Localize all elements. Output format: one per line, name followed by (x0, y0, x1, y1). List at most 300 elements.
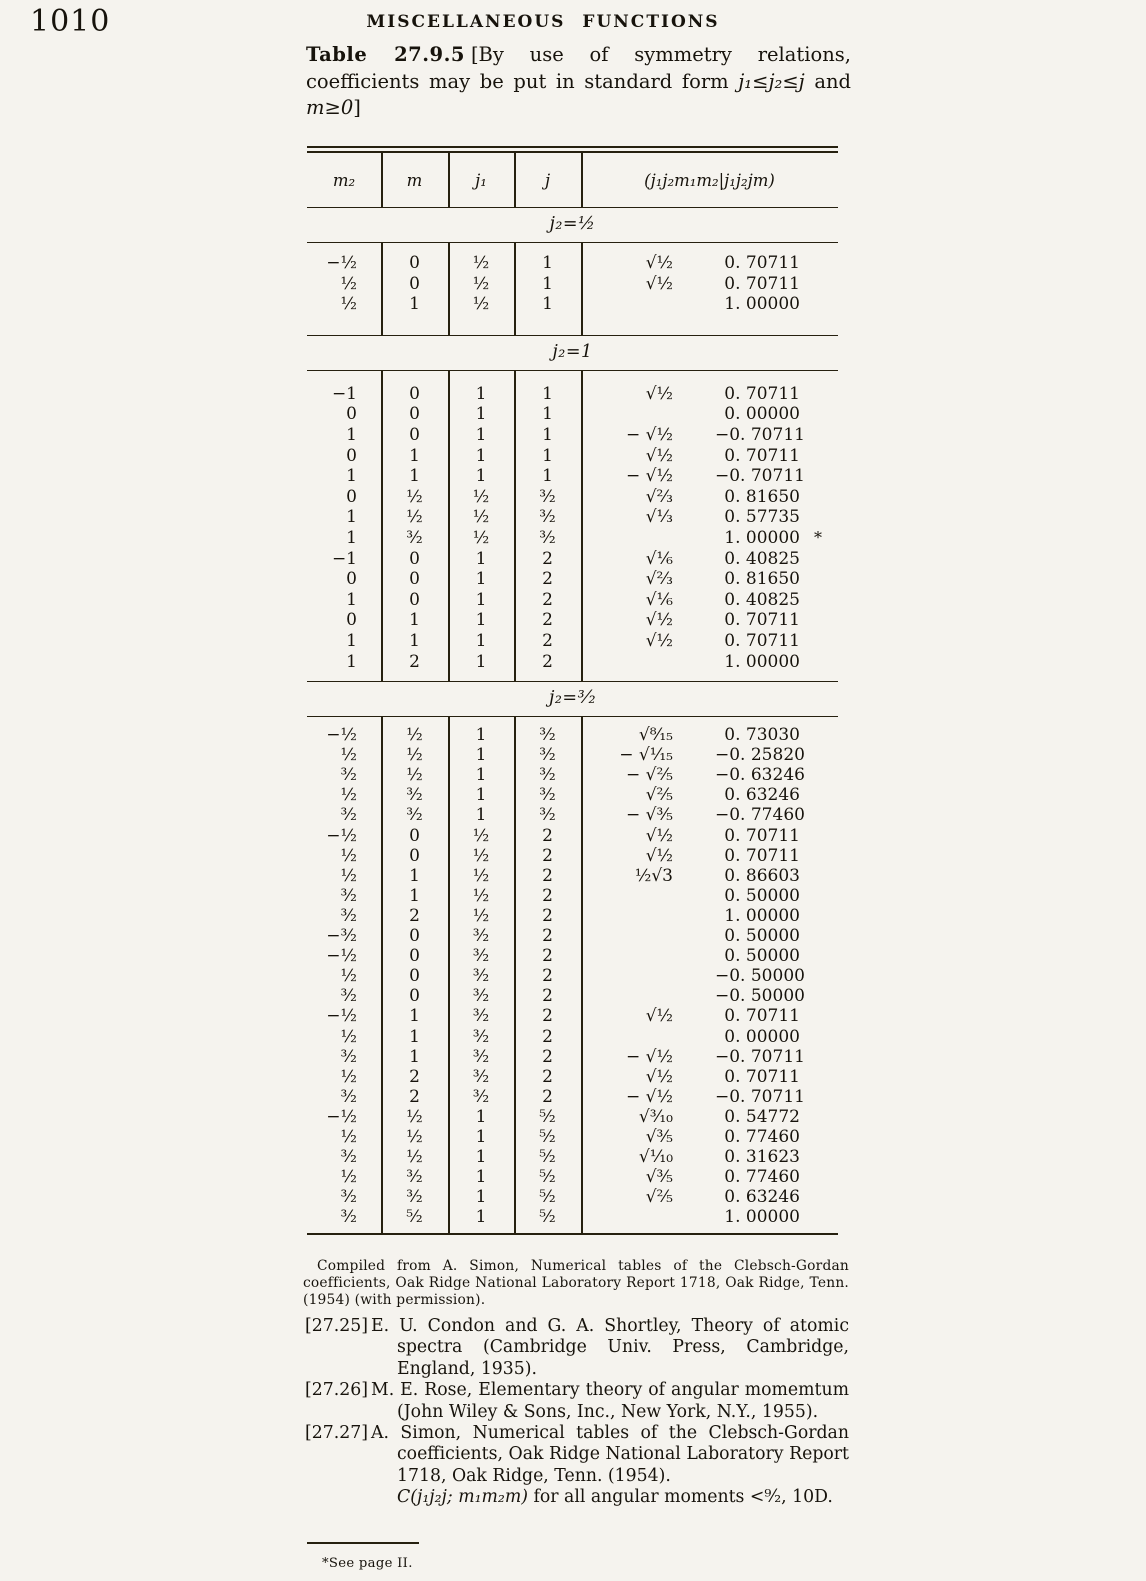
table-row (307, 966, 838, 986)
cell-rad: √½ (645, 445, 673, 466)
cell-note (814, 425, 838, 446)
cell-j: 2 (542, 966, 553, 987)
cell-rad (581, 946, 715, 966)
cell-m2: −½ (326, 825, 357, 846)
cell-rad: − √⅖ (626, 765, 673, 786)
cell-rad: √⅓ (645, 507, 673, 528)
cell-rad: √⅗ (645, 1167, 673, 1188)
cell-val: −0. 50000 (715, 986, 805, 1007)
table-header-row (307, 153, 838, 207)
cell-j: ⁵⁄₂ (539, 1147, 556, 1168)
cell-j: ³⁄₂ (539, 725, 556, 746)
table-row (307, 631, 838, 652)
table-row (307, 725, 838, 745)
cell-j: ³⁄₂ (539, 527, 556, 548)
reference-text: E. U. Condon and G. A. Shortley, Theory of atomic spectra (Cambridge Univ. Press, Cambridge, England, 1935). (371, 1316, 849, 1379)
cell-val: 0. 77460 (724, 1167, 800, 1188)
cell-val: 0. 70711 (724, 610, 800, 631)
reference-math: C(j₁j₂j; m₁m₂m) (397, 1487, 528, 1508)
column-rule (448, 371, 450, 681)
column-rule (448, 153, 450, 207)
cell-note (814, 1167, 838, 1187)
column-rule (581, 153, 583, 207)
table-row (307, 404, 838, 425)
cell-j1: 1 (475, 548, 487, 569)
cell-j: 2 (542, 865, 553, 886)
cell-val: 0. 50000 (724, 885, 800, 906)
cell-m: 1 (409, 1026, 420, 1047)
cell-j1: 1 (475, 610, 487, 631)
cell-j: ³⁄₂ (539, 507, 556, 528)
cell-j1: 1 (475, 1187, 487, 1208)
cell-m2: −³⁄₂ (326, 926, 357, 947)
cell-m2: ½ (340, 294, 357, 315)
cell-m2: −1 (331, 548, 357, 569)
table-row (307, 745, 838, 765)
reference-text: for all angular moments <⁹⁄₂, 10D. (527, 1487, 833, 1508)
cell-j1: ½ (472, 885, 490, 906)
cell-j1: ³⁄₂ (472, 986, 490, 1007)
cell-j: ³⁄₂ (539, 486, 556, 507)
cell-m: 0 (409, 404, 420, 425)
caption-math-m-relation: m≥0 (306, 96, 354, 119)
cell-note (814, 826, 838, 846)
cell-j1: 1 (475, 445, 487, 466)
cell-m2: −½ (326, 1006, 357, 1027)
reference-27-27-note (305, 1487, 849, 1508)
page-number: 1010 (30, 4, 111, 39)
cell-rad: √⅗ (645, 1126, 673, 1147)
cell-val: 0. 70711 (724, 445, 800, 466)
cell-val: −0. 70711 (715, 424, 805, 445)
cell-rad: √½ (645, 273, 673, 294)
cell-j1: ³⁄₂ (472, 1006, 490, 1027)
cell-j1: 1 (475, 424, 487, 445)
column-header-j1: j₁ (475, 170, 487, 190)
cell-j1: ³⁄₂ (472, 1066, 490, 1087)
caption-math-j-relation: j₁≤j₂≤j (738, 69, 805, 93)
cell-j1: 1 (475, 589, 487, 610)
cell-j: 2 (542, 1006, 553, 1027)
cell-note (814, 549, 838, 570)
cell-note (814, 1187, 838, 1207)
cell-m2: ³⁄₂ (340, 765, 357, 786)
cell-j: 2 (542, 926, 553, 947)
cell-m: ³⁄₂ (406, 805, 423, 826)
cell-m2: ½ (340, 1167, 357, 1188)
cell-j: ⁵⁄₂ (539, 1167, 556, 1188)
table-row (307, 425, 838, 446)
cell-rad: √½ (645, 845, 673, 866)
cell-j: 2 (542, 845, 553, 866)
cell-m: ½ (406, 1147, 423, 1168)
cell-m2: −½ (326, 725, 357, 746)
cell-note (814, 1147, 838, 1167)
cell-j: ⁵⁄₂ (539, 1126, 556, 1147)
cell-note (814, 404, 838, 425)
cell-j1: ½ (472, 845, 490, 866)
cell-m: 0 (409, 569, 420, 590)
cell-m: ³⁄₂ (406, 1187, 423, 1208)
caption-text: [By use of symmetry relations, coefficients may be put in standard form (306, 43, 851, 93)
cell-m: 0 (409, 589, 420, 610)
cell-m2: ³⁄₂ (340, 905, 357, 926)
cell-j1: ½ (472, 825, 490, 846)
reference-27-27 (305, 1423, 849, 1487)
cell-rad (581, 906, 715, 926)
table-row (307, 846, 838, 866)
table-row (307, 1067, 838, 1087)
cell-j: 1 (542, 294, 553, 315)
cell-note (814, 1006, 838, 1026)
cell-val: 0. 73030 (724, 725, 800, 746)
cell-j1: 1 (475, 651, 487, 672)
table-row (307, 1006, 838, 1026)
cell-m: ½ (406, 1106, 423, 1127)
cell-m2: 1 (346, 466, 357, 487)
column-rule (448, 717, 450, 1233)
cell-rad (581, 294, 715, 315)
cell-m2: ½ (340, 745, 357, 766)
cell-m2: 0 (346, 445, 357, 466)
cell-m: 0 (409, 253, 420, 273)
cell-m: 1 (409, 1006, 420, 1027)
cell-note (814, 1047, 838, 1067)
table-row (307, 1187, 838, 1207)
cell-m2: ³⁄₂ (340, 1086, 357, 1107)
cell-j: ³⁄₂ (539, 765, 556, 786)
cell-m: 1 (409, 294, 420, 315)
cell-j: 1 (542, 466, 553, 487)
reference-number: [27.25] (305, 1316, 368, 1336)
cell-m: ³⁄₂ (406, 527, 423, 548)
cell-m: 0 (409, 825, 420, 846)
cell-note (814, 946, 838, 966)
cell-m2: ³⁄₂ (340, 1046, 357, 1067)
column-rule (581, 371, 583, 681)
column-rule (581, 243, 583, 335)
footnote-rule (307, 1542, 419, 1544)
cell-m: 1 (409, 466, 420, 487)
table-row (307, 866, 838, 886)
cell-j1: ³⁄₂ (472, 966, 490, 987)
cell-rad: ½√3 (634, 865, 673, 886)
cell-j1: 1 (475, 630, 487, 651)
cell-val: −0. 25820 (715, 745, 805, 766)
column-rule (381, 371, 383, 681)
cell-note (814, 745, 838, 765)
section-rows-j2-half (307, 243, 838, 335)
column-rule (381, 717, 383, 1233)
cell-val: 0. 40825 (724, 548, 800, 569)
cell-j1: ³⁄₂ (472, 1046, 490, 1067)
cell-note (814, 610, 838, 631)
cell-val: 0. 81650 (724, 569, 800, 590)
cell-m2: ³⁄₂ (340, 805, 357, 826)
cell-note (814, 725, 838, 745)
column-rule (448, 243, 450, 335)
cell-note (814, 274, 838, 295)
cell-note (814, 846, 838, 866)
cell-j1: 1 (475, 745, 487, 766)
cell-j1: ³⁄₂ (472, 946, 490, 967)
cell-j: ³⁄₂ (539, 785, 556, 806)
column-rule (514, 153, 516, 207)
section-rows-j2-1 (307, 371, 838, 681)
column-rule (581, 717, 583, 1233)
cell-val: −0. 50000 (715, 966, 805, 987)
cell-m: ½ (406, 765, 423, 786)
cell-val: 0. 50000 (724, 926, 800, 947)
cell-rad: √⅔ (645, 486, 673, 507)
cell-m2: 0 (346, 404, 357, 425)
cell-m: ³⁄₂ (406, 785, 423, 806)
cell-j: 2 (542, 610, 553, 631)
cell-rad: √½ (645, 253, 673, 273)
cell-j: 2 (542, 825, 553, 846)
cell-j: 1 (542, 445, 553, 466)
cell-j: 2 (542, 569, 553, 590)
cell-j: 2 (542, 1046, 553, 1067)
cell-m: ½ (406, 507, 423, 528)
cell-j1: ½ (472, 905, 490, 926)
table-row (307, 384, 838, 405)
cell-val: 1. 00000 (724, 1207, 800, 1228)
table-row (307, 274, 838, 295)
cell-note (814, 590, 838, 611)
cell-m2: ½ (340, 1066, 357, 1087)
cell-rad: − √⅗ (626, 805, 673, 826)
cell-j: 2 (542, 1086, 553, 1107)
table-row (307, 466, 838, 487)
cell-m: 2 (409, 905, 420, 926)
cell-rad: √½ (645, 825, 673, 846)
cell-j: ⁵⁄₂ (539, 1187, 556, 1208)
column-rule (381, 243, 383, 335)
cell-j1: 1 (475, 466, 487, 487)
caption-text: and (804, 69, 851, 93)
cell-note (814, 466, 838, 487)
cell-rad: − √½ (626, 1046, 673, 1067)
cell-val: 0. 54772 (724, 1106, 800, 1127)
cell-val: 0. 70711 (724, 825, 800, 846)
cell-rad: √⅖ (645, 1187, 673, 1208)
table-row (307, 1147, 838, 1167)
cell-j1: 1 (475, 404, 487, 425)
table-row (307, 1087, 838, 1107)
table-row (307, 569, 838, 590)
cell-j: 1 (542, 383, 553, 404)
cell-j: 2 (542, 1026, 553, 1047)
cell-m: 0 (409, 986, 420, 1007)
cell-note (814, 507, 838, 528)
cell-m: 2 (409, 1066, 420, 1087)
cell-j1: 1 (475, 1167, 487, 1188)
cell-j1: ½ (472, 294, 490, 315)
table-row (307, 507, 838, 528)
column-header-j: j (544, 170, 551, 190)
cell-m: ³⁄₂ (406, 1167, 423, 1188)
cell-m: 1 (409, 630, 420, 651)
cell-j: 2 (542, 548, 553, 569)
cell-j: 2 (542, 589, 553, 610)
cell-note (814, 631, 838, 652)
cell-m2: −1 (331, 383, 357, 404)
cell-note (814, 1207, 838, 1227)
cell-val: 0. 50000 (724, 946, 800, 967)
reference-list (305, 1316, 849, 1509)
cell-j: 1 (542, 404, 553, 425)
table-row (307, 986, 838, 1006)
cell-rad (581, 528, 715, 549)
cell-m2: ³⁄₂ (340, 1207, 357, 1228)
table-row (307, 610, 838, 631)
cell-note (814, 253, 838, 274)
cell-rad: √³⁄₁₀ (638, 1106, 673, 1127)
cell-val: 0. 70711 (724, 1066, 800, 1087)
table-row (307, 785, 838, 805)
cell-val: 0. 63246 (724, 1187, 800, 1208)
table-bottom-rule (307, 1233, 838, 1235)
cell-rad: − √¹⁄₁₅ (619, 745, 673, 766)
cell-m2: −½ (326, 1106, 357, 1127)
table-row (307, 590, 838, 611)
cell-m: 0 (409, 383, 420, 404)
cell-m: 0 (409, 966, 420, 987)
cell-j1: ½ (472, 507, 490, 528)
reference-text: M. E. Rose, Elementary theory of angular momemtum (John Wiley & Sons, Inc., New York, N.Y., 1955). (371, 1380, 849, 1422)
cell-rad: √⅔ (645, 569, 673, 590)
running-title: MISCELLANEOUS FUNCTIONS (366, 12, 720, 32)
cell-val: 1. 00000 (724, 294, 800, 315)
cell-j: 1 (542, 424, 553, 445)
cell-j: 2 (542, 651, 553, 672)
cell-val: 1. 00000 (724, 527, 800, 548)
cell-val: −0. 70711 (715, 1046, 805, 1067)
table-row (307, 926, 838, 946)
cell-j1: 1 (475, 765, 487, 786)
cell-j1: 1 (475, 1147, 487, 1168)
section-title-j2-three-halves: j₂=³⁄₂ (548, 688, 597, 709)
cell-rad: √½ (645, 383, 673, 404)
cell-val: 0. 77460 (724, 1126, 800, 1147)
cell-j: 1 (542, 273, 553, 294)
cell-rad: − √½ (626, 1086, 673, 1107)
column-rule (514, 717, 516, 1233)
section-rows-j2-three-halves (307, 717, 838, 1233)
cell-val: 0. 00000 (724, 1026, 800, 1047)
table-row (307, 1047, 838, 1067)
cell-m2: ½ (340, 845, 357, 866)
cell-rad: √⅙ (645, 548, 673, 569)
caption-text: ] (353, 96, 361, 119)
cell-note (814, 569, 838, 590)
cell-rad: √½ (645, 1066, 673, 1087)
cell-m: 0 (409, 926, 420, 947)
cell-val: −0. 70711 (715, 1086, 805, 1107)
cell-m2: 0 (346, 610, 357, 631)
cell-m: 0 (409, 946, 420, 967)
table-caption (306, 42, 851, 122)
cell-j1: 1 (475, 1126, 487, 1147)
cell-rad (581, 966, 715, 986)
cell-j1: 1 (475, 785, 487, 806)
cell-m2: ³⁄₂ (340, 1147, 357, 1168)
cell-j1: 1 (475, 725, 487, 746)
cell-val: 0. 70711 (724, 273, 800, 294)
cell-m: ½ (406, 1126, 423, 1147)
cell-m2: ½ (340, 1026, 357, 1047)
cell-rad (581, 886, 715, 906)
cell-m: ½ (406, 745, 423, 766)
cell-note: * (814, 527, 822, 547)
cell-note (814, 986, 838, 1006)
cell-val: −0. 63246 (715, 765, 805, 786)
cell-note (814, 652, 838, 673)
table-row (307, 906, 838, 926)
cell-val: 0. 70711 (724, 1006, 800, 1027)
column-rule (514, 243, 516, 335)
column-rule (381, 153, 383, 207)
cell-val: 0. 57735 (724, 507, 800, 528)
section-title-j2-1: j₂=1 (552, 341, 593, 362)
cell-m2: 1 (346, 651, 357, 672)
reference-text: A. Simon, Numerical tables of the Clebsch-Gordan coefficients, Oak Ridge National Laboratory Report 1718, Oak Ridge, Tenn. (1954). (371, 1423, 849, 1486)
cell-rad: √⅙ (645, 589, 673, 610)
cell-m: 0 (409, 424, 420, 445)
table-row (307, 549, 838, 570)
table-row (307, 487, 838, 508)
cell-j1: ³⁄₂ (472, 1086, 490, 1107)
cell-j1: ½ (472, 253, 490, 273)
cell-m2: 1 (346, 527, 357, 548)
reference-27-26 (305, 1380, 849, 1423)
cell-note (814, 886, 838, 906)
cell-rad: √⁸⁄₁₅ (638, 725, 673, 746)
table-row (307, 1107, 838, 1127)
asterisk-footnote: *See page II. (322, 1556, 413, 1571)
table-row (307, 826, 838, 846)
cell-val: 0. 63246 (724, 785, 800, 806)
cell-j: ³⁄₂ (539, 745, 556, 766)
cell-rad: √⅒ (638, 1147, 673, 1168)
cell-j: 1 (542, 253, 553, 273)
cell-note (814, 294, 838, 315)
table-row (307, 805, 838, 825)
cell-m2: ½ (340, 1126, 357, 1147)
cell-j1: 1 (475, 1106, 487, 1127)
cell-j1: ³⁄₂ (472, 926, 490, 947)
cell-note (814, 1087, 838, 1107)
cell-rad (581, 1027, 715, 1047)
cell-val: 0. 70711 (724, 383, 800, 404)
cell-note (814, 1107, 838, 1127)
cell-val: 0. 81650 (724, 486, 800, 507)
table-row (307, 1127, 838, 1147)
column-header-m: m (406, 170, 423, 190)
cell-note (814, 906, 838, 926)
table-row (307, 294, 838, 315)
cell-rad (581, 926, 715, 946)
cell-note (814, 1067, 838, 1087)
reference-number: [27.27] (305, 1423, 368, 1444)
cell-j: 2 (542, 1066, 553, 1087)
cell-val: −0. 77460 (715, 805, 805, 826)
cell-note (814, 926, 838, 946)
cell-m2: −½ (326, 253, 357, 273)
cell-note (814, 1027, 838, 1047)
cell-j1: 1 (475, 805, 487, 826)
